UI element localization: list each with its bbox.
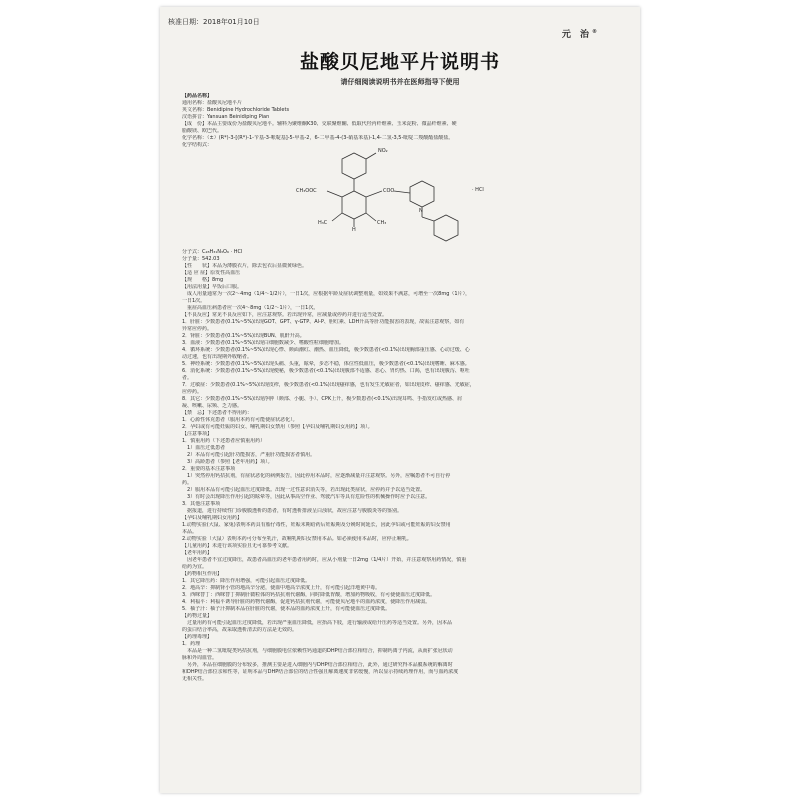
strength-line: 【规 格】8mg bbox=[182, 277, 224, 283]
ingredients-line: 脂酸镁、欧巴代。 bbox=[182, 128, 223, 134]
adverse-line: 6．消化系统：少数患者(0.1%~5%)出现便秘，极少数患者(<0.1%)出现腹部不适感、恶心、胃灼热、口渴，也有出现腹泻、呕吐 bbox=[182, 368, 470, 374]
precaution-line: 1）突然停用钙拮抗剂，有症状恶化的病例报告，因此停用本品时，应逐渐减量并注意观察。另外，应嘱患者不可自行停 bbox=[182, 473, 451, 479]
precaution-line: 3．其他注意事项 bbox=[182, 501, 221, 507]
brand-name bbox=[562, 27, 600, 40]
description-line: 【性 状】本品为薄膜衣片，除去包衣后显微黄绿色。 bbox=[182, 263, 308, 269]
precaution-line: 【注意事项】 bbox=[182, 431, 213, 437]
pharmacology-line: 脉和外周血管。 bbox=[182, 655, 218, 661]
pharmacology-line: 另外，本品在细胞膜的分布较多，推测主要是进入细胞内与DHP结合部位相结合，此外，通过研究得本品膜系统的解离时 bbox=[182, 662, 453, 668]
dosage-line: 一日1次。 bbox=[182, 298, 206, 304]
leaflet-body bbox=[182, 93, 622, 683]
methyl-right-label: CH₃ bbox=[377, 220, 387, 226]
overdose-line: 【药物过量】 bbox=[182, 613, 213, 619]
interaction-line: 2．地高辛：抑制肾小管的地高辛分泌，使血中地高辛浓度上升，有可能引起洋地黄中毒。 bbox=[182, 585, 381, 591]
pregnancy-line: 2.动物实验（大鼠）表明本药可分布至乳汁，故哺乳期妇女禁用本品。如必须使用本品时，应停止哺乳。 bbox=[182, 536, 412, 542]
pregnancy-line: 本品。 bbox=[182, 529, 198, 535]
adverse-line: 应停药。 bbox=[182, 389, 203, 395]
amine-h-label: H bbox=[352, 227, 356, 233]
piperidine-ring bbox=[410, 181, 434, 207]
left-ester-label: CH₃OOC bbox=[296, 188, 317, 194]
adverse-heading: 【不良反应】常见不良反应如下，应注意观察。若出现异常，应减量或停药并进行适当处置。 bbox=[182, 312, 388, 318]
adverse-line: 者。 bbox=[182, 375, 193, 381]
trademark-mark: ® bbox=[592, 29, 600, 35]
precaution-line: 2）服用本品有可能引起血压过度降低。出现一过性意识消失等，若出现此类症状，应停药并予以适当处置。 bbox=[182, 487, 426, 493]
adverse-line: 7．过敏症：少数患者(0.1%~5%)出现皮疹，极少数患者(<0.1%)出现瘙痒感，也有发生光敏症者，如出现皮疹、瘙痒感、光敏症， bbox=[182, 382, 475, 388]
brand-text: 元 治 bbox=[561, 30, 592, 40]
dosage-line: 成人用量通常为一次2～4mg（1/4～1/2片），一日1次，应根据年龄及症状调整剂量，如效果不满意，可增至一次8mg（1片）， bbox=[182, 291, 471, 297]
interaction-line: 【药物相互作用】 bbox=[182, 571, 223, 577]
adverse-line: 8．其它：少数患者(0.1%~5%)出现浮肿（颜部、小腿、手）、CPK上升，极少数患者(<0.1%)出现耳鸣、手指发红或热感、肩 bbox=[182, 396, 462, 402]
elderly-line: 给药为宜。 bbox=[182, 564, 208, 570]
precaution-line: 3）有时会出现降压作用引起的眩晕等，因此从事高空作业、驾驶汽车等具有危险性的机械操作时应予以注意。 bbox=[182, 494, 431, 500]
overdose-line: 过量用药有可能引起血压过度降低，若出现严重血压降低，应抬高下肢，进行输液或给升压药等适当处置。另外，因本品 bbox=[182, 620, 453, 626]
pharmacology-line: 【药理毒理】 bbox=[182, 634, 213, 640]
piperidine-n-label: N bbox=[419, 208, 423, 214]
molecular-weight: 分子量：542.03 bbox=[182, 256, 220, 262]
adverse-line: 2．肾脏：少数患者(0.1%~5%)出现BUN、肌酐升高。 bbox=[182, 333, 305, 339]
precaution-line: 2）本品有可能引起肝功能损害，严重肝功能损害者慎用。 bbox=[182, 452, 316, 458]
chemical-name: 化学名称：（±）(R*)-3-[(R*)-1-苄基-3-哌啶基]-5-甲基-2，6-二甲基-4-(3-硝基苯基)-1,4-二氢-3,5-吡啶二羧酸酯盐酸盐。 bbox=[182, 135, 454, 141]
dosage-line: 重症高血压病患者应一次4～8mg（1/2～1片），一日1次。 bbox=[182, 305, 319, 311]
precaution-line: 3）高龄患者（参照【老年用药】项）。 bbox=[182, 459, 273, 465]
adverse-line: 凝、咳嗽、尿频、乏力感。 bbox=[182, 403, 243, 409]
elderly-line: 【老年用药】 bbox=[182, 550, 213, 556]
adverse-line: 3．血液：少数患者(0.1%~5%)出现白细胞数减少、嗜酸性粒细胞增加。 bbox=[182, 340, 344, 346]
pharmacology-line: 1．药理 bbox=[182, 641, 201, 647]
overdose-line: 的蛋白结合率高，故采取透析清去的方法是无效的。 bbox=[182, 627, 298, 633]
pharmacology-line: 本品是一种二氢吡啶类钙拮抗剂，与细胞膜电位依赖性钙通道的DHP结合部位相结合，抑制钙离子内流，从而扩张冠状动 bbox=[182, 648, 453, 654]
english-name: 英文名称：Benidipine Hydrochloride Tablets bbox=[182, 107, 290, 113]
pinyin-name: 汉语拼音：Yansuan Beinidiping Pian bbox=[182, 114, 270, 120]
contraindication-line: 1．心源性休克患者（服用本药有可能使症状恶化）。 bbox=[182, 417, 298, 423]
chemical-structure bbox=[182, 149, 622, 249]
contraindication-line: 【禁 忌】下述患者不得用药： bbox=[182, 410, 253, 416]
dihydropyridine-ring bbox=[342, 191, 366, 219]
ingredients-line: 【成 份】本品主要成份为盐酸贝尼地平。辅料为聚维酮K30、交联聚维酮、低取代羟丙纤维素、玉米淀粉、微晶纤维素、硬 bbox=[182, 121, 457, 127]
right-ester-label: COO bbox=[383, 188, 395, 194]
adverse-line: 异常应停药。 bbox=[182, 326, 213, 332]
structure-label: 化学结构式： bbox=[182, 142, 213, 148]
adverse-line: 5．神经系统：少数患者(0.1%~5%)出现头痛、头重，眩晕，步态不稳，体位性低血压，极少数患者(<0.1%)出现嗜睡、麻木感。 bbox=[182, 361, 470, 367]
precaution-line: 1．慎重用药（下述患者应慎重用药） bbox=[182, 438, 266, 444]
benzene-ring-top bbox=[342, 153, 366, 179]
interaction-line: 4．利福平：利福平诱导肝脏的药物代谢酶，促进钙拮抗剂代谢，可能使贝尼地平的血药浓度，使降压作用减弱。 bbox=[182, 599, 431, 605]
adverse-line: 动过速，也有出现期外收缩者。 bbox=[182, 354, 253, 360]
section-heading-name: 【药品名称】 bbox=[182, 93, 213, 99]
document-subtitle: 请仔细阅读说明书并在医师指导下使用 bbox=[340, 78, 460, 86]
hcl-label: · HCl bbox=[472, 187, 484, 193]
drug-leaflet bbox=[160, 7, 640, 793]
children-line: 【儿童用药】未进行该项实验且无可靠参考文献。 bbox=[182, 543, 293, 549]
generic-name: 通用名称：盐酸贝尼地平片 bbox=[182, 100, 243, 106]
document-title: 盐酸贝尼地平片说明书 bbox=[299, 51, 500, 73]
pregnancy-line: 1.动物实验(大鼠、家兔)表明本药具有胎仔毒性，妊娠末期给药后妊娠期及分娩时间延长，因此孕妇或可能妊娠的妇女禁用 bbox=[182, 522, 451, 528]
interaction-line: 1．其它降压药：降压作用增强，可能引起血压过度降低。 bbox=[182, 578, 311, 584]
dosage-heading: 【用法用量】早饭后口服。 bbox=[182, 284, 243, 290]
benzyl-ring bbox=[434, 215, 458, 241]
structure-drawing bbox=[182, 149, 622, 249]
precaution-line: 据报道，进行持续性门诊腹膜透析的患者，有时透析排液呈白浊状，故应注意与腹膜炎等的鉴别。 bbox=[182, 508, 403, 514]
revision-date: 核准日期：2018年01月10日 bbox=[168, 18, 260, 26]
pharmacology-line: 无相关性。 bbox=[182, 676, 208, 682]
pharmacology-line: 和DHP结合部位亲和性等，证明本品与DHP结合部位的结合性强且解离速度非常缓慢，所以显示持续药理作用，而与血药浓度 bbox=[182, 669, 459, 675]
interaction-line: 3．西咪替丁：西咪替丁抑制肝微粒体的钙拮抗剂代谢酶，同时降低胃酸，增加药物吸收，有可使使血压过度降低。 bbox=[182, 592, 436, 598]
adverse-line: 4．循环系统：少数患者(0.1%~5%)出现心悸、颜面潮红、潮热、血压降低，极少数患者(<0.1%)出现胸部重压感、心动过缓、心 bbox=[182, 347, 470, 353]
precaution-line: 药。 bbox=[182, 480, 193, 486]
precaution-line: 1）血压过低患者 bbox=[182, 445, 226, 451]
precaution-line: 2．重要的基本注意事项 bbox=[182, 466, 236, 472]
molecular-formula: 分子式：C₂₈H₃₁N₃O₆ · HCl bbox=[182, 249, 243, 255]
indication-line: 【适 应 症】原发性高血压 bbox=[182, 270, 241, 276]
interaction-line: 5．柚子汁：柚子汁抑制本品在肝脏的代谢，使本品的血药浓度上升，有可能使血压过度降低。 bbox=[182, 606, 391, 612]
pregnancy-line: 【孕妇及哺乳期妇女用药】 bbox=[182, 515, 243, 521]
nitro-group-label: NO₂ bbox=[378, 148, 388, 154]
contraindication-line: 2．孕妇或有可能妊娠的妇女、哺乳期妇女禁用（参照【孕妇及哺乳期妇女用药】项）。 bbox=[182, 424, 373, 430]
elderly-line: 因老年患者不宜过度降压，故患者高血压的老年患者用药时，应从小剂量一日2mg（1/4片）开始，并注意观察用药情况，慎重 bbox=[182, 557, 467, 563]
adverse-line: 1．肝脏：少数患者(0.1%~5%)出现GOT、GPT、γ-GTP、Al-P、胆红素、LDH升高等肝功能损害的表现，故需注意观察，如有 bbox=[182, 319, 465, 325]
methyl-left-label: H₃C bbox=[318, 220, 328, 226]
